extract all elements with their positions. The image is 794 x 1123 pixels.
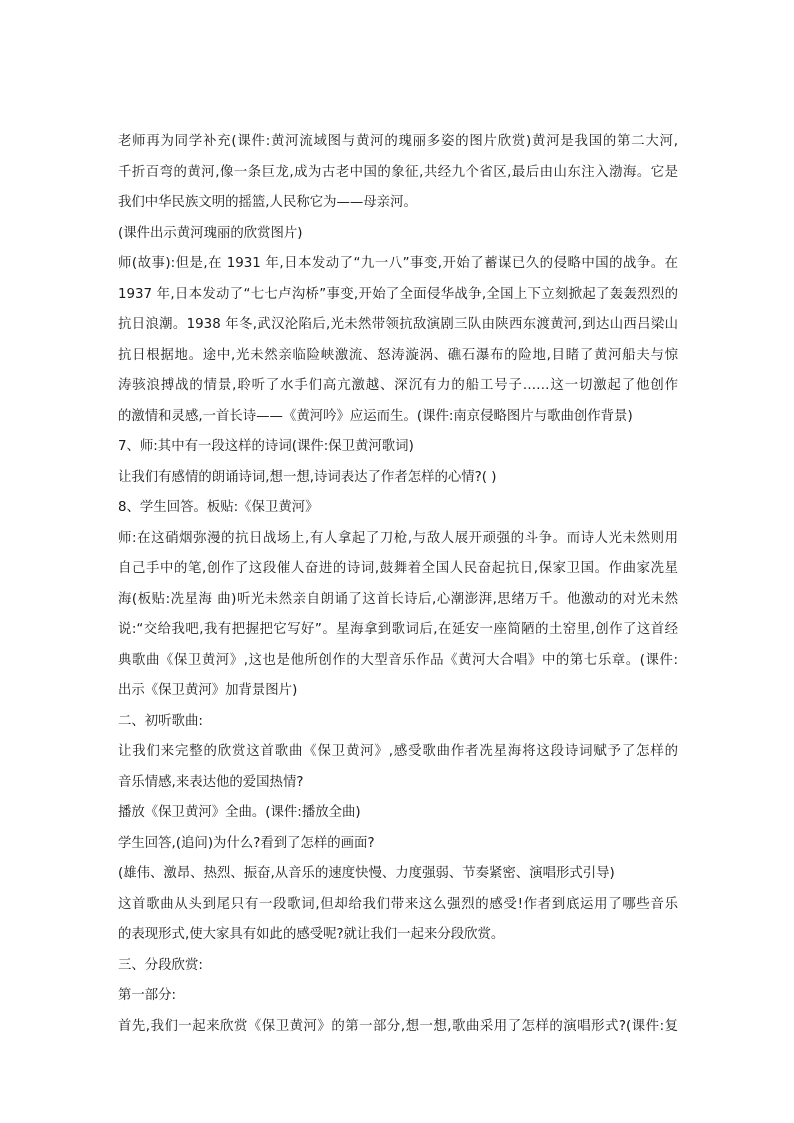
text-line: 抗日浪潮。1938 年冬,武汉沦陷后,光未然带领抗敌演剧三队由陕西东渡黄河,到达山西吕梁山 <box>118 317 678 332</box>
text-line: 让我们来完整的欣赏这首歌曲《保卫黄河》,感受歌曲作者冼星海将这段诗词赋予了怎样的 <box>118 744 678 759</box>
text-line: 第一部分: <box>118 988 177 1003</box>
text-line: 的表现形式,使大家具有如此的感受呢?就让我们一起来分段欣赏。 <box>118 927 505 942</box>
text-line: 千折百弯的黄河,像一条巨龙,成为古老中国的象征,共经九个省区,最后由山东注入渤海。它是 <box>118 164 678 180</box>
text-line: 三、分段欣赏: <box>118 957 203 973</box>
text-line: 师(故事):但是,在 1931 年,日本发动了“九一八”事变,开始了蓄谋已久的侵略中国的战争。在 <box>118 256 678 271</box>
text-line: 音乐情感,来表达他的爱国热情? <box>118 774 304 790</box>
text-line: 二、初听歌曲: <box>118 713 203 729</box>
text-line: 让我们有感情的朗诵诗词,想一想,诗词表达了作者怎样的心情?( ) <box>118 469 497 485</box>
text-line: 抗日根据地。途中,光未然亲临险峡激流、怒涛漩涡、礁石瀑布的险地,目睹了黄河船夫与惊 <box>118 347 678 363</box>
text-line: 这首歌曲从头到尾只有一段歌词,但却给我们带来这么强烈的感受!作者到底运用了哪些音乐 <box>118 896 678 912</box>
text-line: 我们中华民族文明的摇篮,人民称它为——母亲河。 <box>118 195 417 210</box>
text-line: 8、学生回答。板贴:《保卫黄河》 <box>118 500 319 515</box>
text-line: 播放《保卫黄河》全曲。(课件:播放全曲) <box>118 805 361 820</box>
text-line: 师:在这硝烟弥漫的抗日战场上,有人拿起了刀枪,与敌人展开顽强的斗争。而诗人光未然则用 <box>118 530 678 546</box>
text-line: 老师再为同学补充(课件:黄河流域图与黄河的瑰丽多姿的图片欣赏)黄河是我国的第二大河, <box>118 134 678 149</box>
text-line: 海(板贴:冼星海 曲)听光未然亲自朗诵了这首长诗后,心潮澎湃,思绪万千。他激动的对光未然 <box>118 591 678 607</box>
text-line: 首先,我们一起来欣赏《保卫黄河》的第一部分,想一想,歌曲采用了怎样的演唱形式?(课件:复 <box>118 1018 678 1034</box>
text-line: 学生回答,(追问)为什么?看到了怎样的画面? <box>118 835 375 851</box>
text-line: 出示《保卫黄河》加背景图片) <box>118 683 298 698</box>
text-line: 涛骇浪搏战的情景,聆听了水手们高亢激越、深沉有力的船工号子……这一切激起了他创作 <box>118 378 678 393</box>
text-line: 1937 年,日本发动了“七七卢沟桥”事变,开始了全面侵华战争,全国上下立刻掀起了轰轰烈烈的 <box>118 286 678 302</box>
text-line: 的激情和灵感,一首长诗——《黄河吟》应运而生。(课件:南京侵略图片与歌曲创作背景) <box>118 408 633 424</box>
text-line: (雄伟、激昂、热烈、振奋,从音乐的速度快慢、力度强弱、节奏紧密、演唱形式引导) <box>118 866 615 881</box>
text-line: 自己手中的笔,创作了这段催人奋进的诗词,鼓舞着全国人民奋起抗日,保家卫国。作曲家冼星 <box>118 561 678 576</box>
text-line: (课件出示黄河瑰丽的欣赏图片) <box>118 225 303 241</box>
text-line: 典歌曲《保卫黄河》,这也是他所创作的大型音乐作品《黄河大合唱》中的第七乐章。(课件: <box>118 652 678 668</box>
text-line: 说:“交给我吧,我有把握把它写好”。星海拿到歌词后,在延安一座简陋的土窑里,创作了这首经 <box>118 622 678 637</box>
document-body <box>118 127 678 1042</box>
text-line: 7、师:其中有一段这样的诗词(课件:保卫黄河歌词) <box>118 439 414 454</box>
